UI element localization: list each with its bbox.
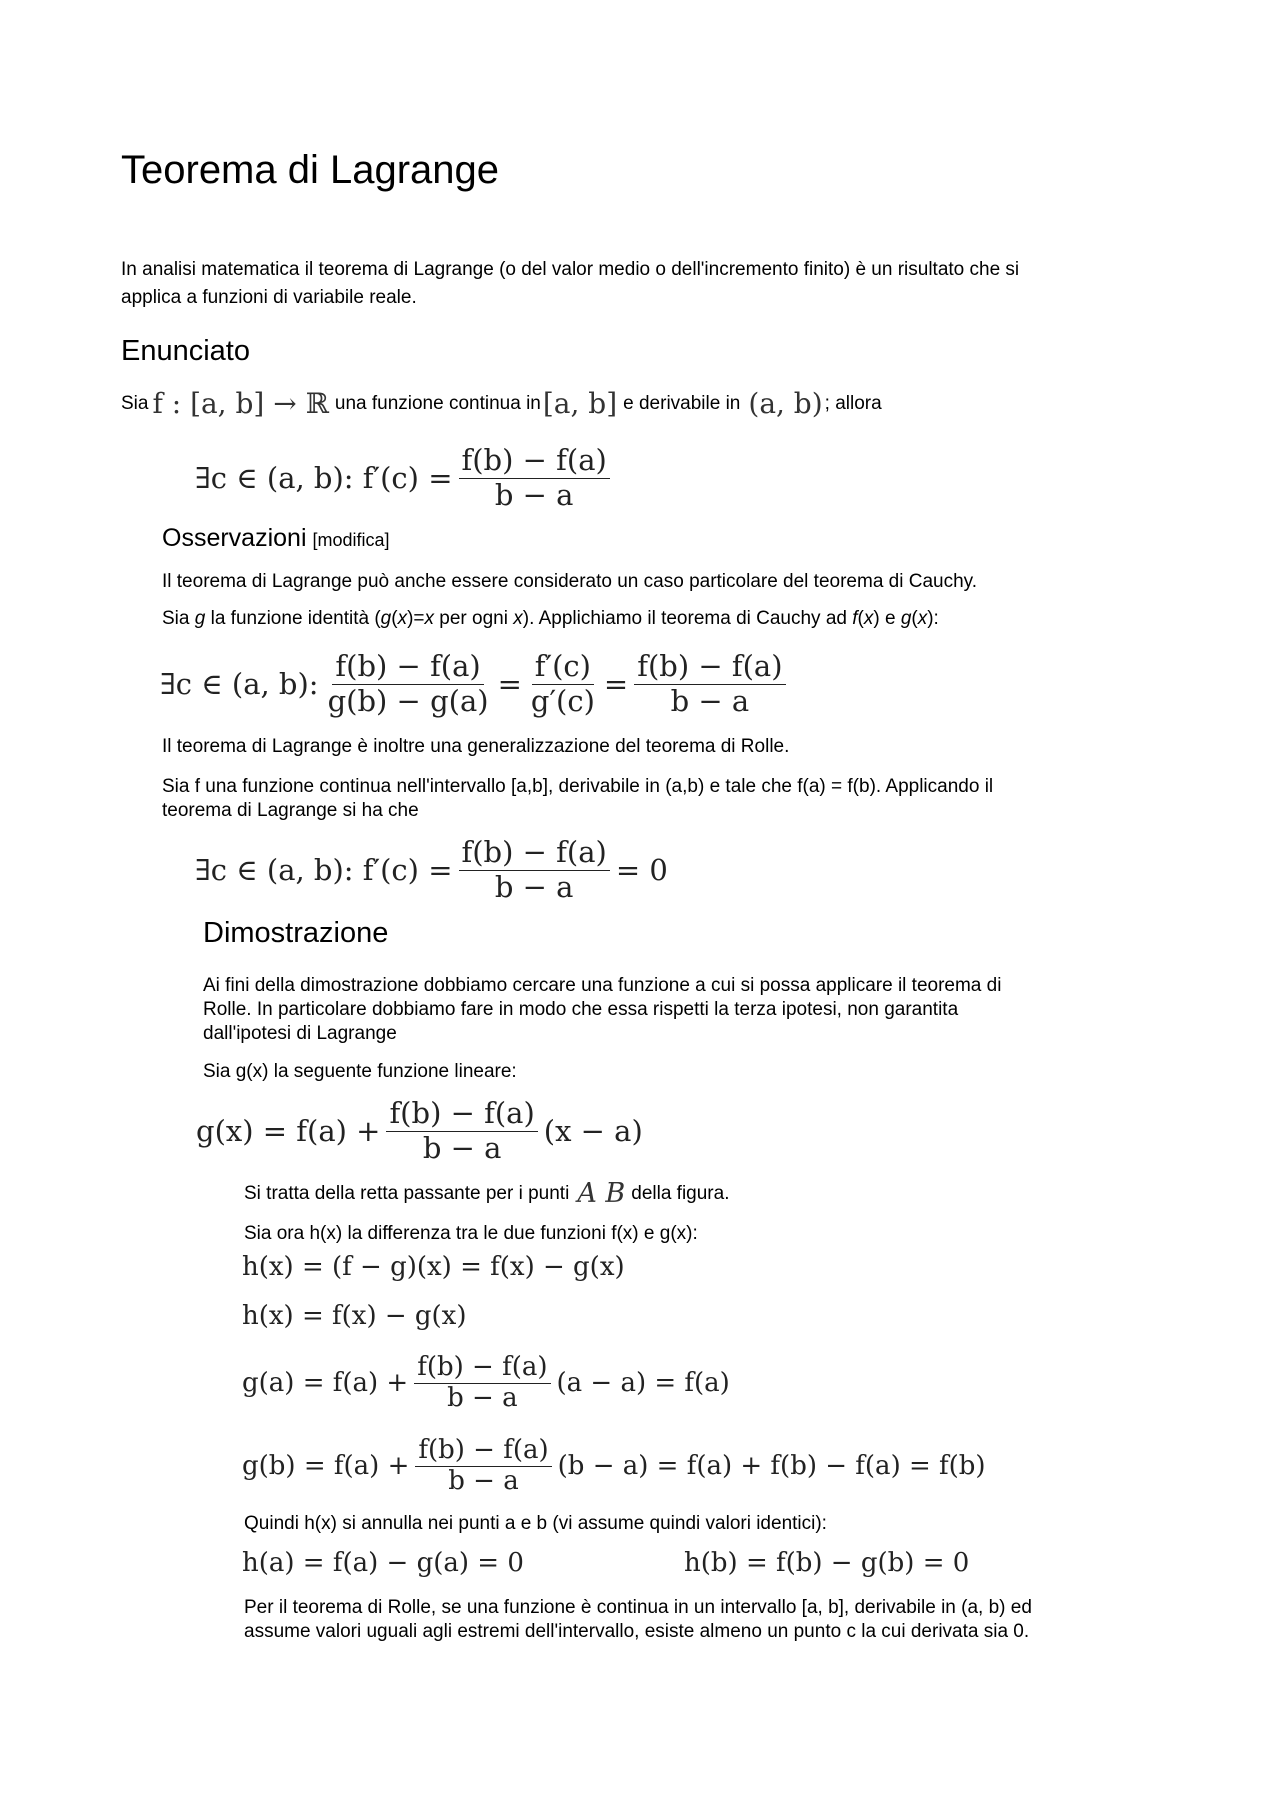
- formula-cauchy-num-1: f(b) − f(a): [332, 650, 483, 684]
- osservazioni-p4-line-2: teorema di Lagrange si ha che: [162, 800, 419, 821]
- formula-cauchy-lhs: ∃c ∈ (a, b):: [160, 667, 319, 701]
- heading-dimostrazione: Dimostrazione: [203, 917, 389, 949]
- dimostrazione-p2: Sia g(x) la seguente funzione lineare:: [203, 1061, 517, 1082]
- formula-g-fraction: [386, 1097, 537, 1165]
- edit-link[interactable]: [modifica]: [312, 530, 390, 550]
- page-title: Teorema di Lagrange: [121, 148, 500, 192]
- heading-enunciato: Enunciato: [121, 335, 250, 367]
- formula-g-a-numerator: f(b) − f(a): [414, 1353, 550, 1384]
- formula-g-b: [242, 1428, 986, 1504]
- formula-lagrange-denominator: b − a: [494, 477, 574, 512]
- enunciato-statement: [121, 387, 882, 420]
- formula-cauchy-den-3: b − a: [670, 683, 750, 718]
- formula-rolle: [195, 832, 668, 908]
- formula-g-a-fraction: [414, 1353, 550, 1414]
- formula-g-numerator: f(b) − f(a): [386, 1097, 537, 1131]
- dimostrazione-p4: Sia ora h(x) la differenza tra le due funzioni f(x) e g(x):: [244, 1223, 698, 1244]
- enunciato-text-1: una funzione continua in: [334, 393, 541, 414]
- formula-cauchy-fraction-3: [634, 650, 785, 718]
- formula-cauchy-fraction-2: [528, 650, 598, 718]
- formula-cauchy-fraction-1: [325, 650, 492, 718]
- formula-cauchy-eq-1: =: [497, 667, 522, 701]
- formula-rolle-lhs: ∃c ∈ (a, b): f′(c) =: [195, 853, 453, 887]
- enunciato-text-3: ; allora: [824, 393, 882, 414]
- formula-rolle-numerator: f(b) − f(a): [459, 836, 610, 870]
- enunciato-func-map: f : [a, b] → ℝ: [152, 387, 329, 420]
- points-a-b: A B: [577, 1178, 626, 1209]
- formula-cauchy-eq-2: =: [603, 667, 629, 701]
- formula-h-1: h(x) = (f − g)(x) = f(x) − g(x): [242, 1252, 625, 1282]
- formula-g-b-denominator: b − a: [448, 1465, 519, 1496]
- formula-lagrange-fraction: [459, 444, 610, 512]
- formula-h-2: h(x) = f(x) − g(x): [242, 1301, 467, 1331]
- formula-g-a-rhs: (a − a) = f(a): [556, 1368, 730, 1398]
- formula-rolle-rhs: = 0: [615, 853, 668, 887]
- dimostrazione-p1-line-2: Rolle. In particolare dobbiamo fare in modo che essa rispetti la terza ipotesi, non garantita: [203, 999, 959, 1020]
- formula-cauchy-num-2: f′(c): [532, 650, 594, 684]
- formula-g-a: [242, 1345, 730, 1421]
- heading-osservazioni: [162, 524, 390, 553]
- formula-g-rhs: (x − a): [543, 1114, 643, 1148]
- dimostrazione-p6-line-2: assume valori uguali agli estremi dell'intervallo, esiste almeno un punto c la cui derivata sia 0.: [244, 1621, 1030, 1642]
- formula-cauchy-den-2: g′(c): [530, 683, 595, 718]
- formula-cauchy: [160, 643, 792, 725]
- formula-h-b: h(b) = f(b) − g(b) = 0: [684, 1548, 970, 1578]
- enunciato-open-interval: (a, b): [748, 387, 823, 420]
- osservazioni-p4-line-1: Sia f una funzione continua nell'intervallo [a,b], derivabile in (a,b) e tale che f(a) = f(b). Applicando il: [162, 776, 994, 797]
- enunciato-closed-interval: [a, b]: [542, 387, 618, 420]
- formula-lagrange-lhs: ∃c ∈ (a, b): f′(c) =: [195, 461, 453, 495]
- osservazioni-title: Osservazioni: [162, 524, 307, 552]
- intro-line-2: applica a funzioni di variabile reale.: [121, 287, 417, 308]
- formula-cauchy-den-1: g(b) − g(a): [327, 683, 489, 718]
- dimostrazione-p6-line-1: Per il teorema di Rolle, se una funzione è continua in un intervallo [a, b], derivabile in (a, b) ed: [244, 1597, 1032, 1618]
- formula-h-a: h(a) = f(a) − g(a) = 0: [242, 1548, 524, 1578]
- dimostrazione-p3-text-1: Si tratta della retta passante per i punti: [244, 1183, 570, 1204]
- intro-line-1: In analisi matematica il teorema di Lagrange (o del valor medio o dell'incremento finito) è un risultato che si: [121, 259, 1020, 280]
- enunciato-sia: Sia: [121, 393, 149, 414]
- formula-g-denominator: b − a: [422, 1130, 502, 1165]
- formula-g-lhs: g(x) = f(a) +: [196, 1114, 381, 1148]
- dimostrazione-p3-text-2: della figura.: [631, 1183, 730, 1204]
- formula-g-b-numerator: f(b) − f(a): [415, 1436, 551, 1467]
- osservazioni-p2: Sia g la funzione identità (g(x)=x per ogni x). Applichiamo il teorema di Cauchy ad f(x) e g(x):: [162, 608, 939, 629]
- formula-g-a-denominator: b − a: [447, 1382, 518, 1413]
- formula-rolle-fraction: [459, 836, 610, 904]
- dimostrazione-p1-line-3: dall'ipotesi di Lagrange: [203, 1023, 397, 1044]
- formula-g-b-rhs: (b − a) = f(a) + f(b) − f(a) = f(b): [557, 1451, 986, 1481]
- formula-g-b-lhs: g(b) = f(a) +: [242, 1451, 410, 1481]
- osservazioni-p1: Il teorema di Lagrange può anche essere considerato un caso particolare del teorema di Cauchy.: [162, 571, 978, 592]
- formula-g-b-fraction: [415, 1436, 551, 1497]
- dimostrazione-p5: Quindi h(x) si annulla nei punti a e b (vi assume quindi valori identici):: [244, 1513, 827, 1534]
- osservazioni-p3: Il teorema di Lagrange è inoltre una generalizzazione del teorema di Rolle.: [162, 736, 790, 757]
- formula-cauchy-num-3: f(b) − f(a): [634, 650, 785, 684]
- formula-lagrange: [195, 440, 616, 516]
- formula-g-a-lhs: g(a) = f(a) +: [242, 1368, 409, 1398]
- enunciato-text-2: e derivabile in: [623, 393, 741, 414]
- formula-lagrange-numerator: f(b) − f(a): [459, 444, 610, 478]
- dimostrazione-p1-line-1: Ai fini della dimostrazione dobbiamo cercare una funzione a cui si possa applicare il teorema di: [203, 975, 1002, 996]
- formula-g-definition: [196, 1093, 643, 1169]
- dimostrazione-p3: [244, 1178, 730, 1209]
- formula-rolle-denominator: b − a: [494, 869, 574, 904]
